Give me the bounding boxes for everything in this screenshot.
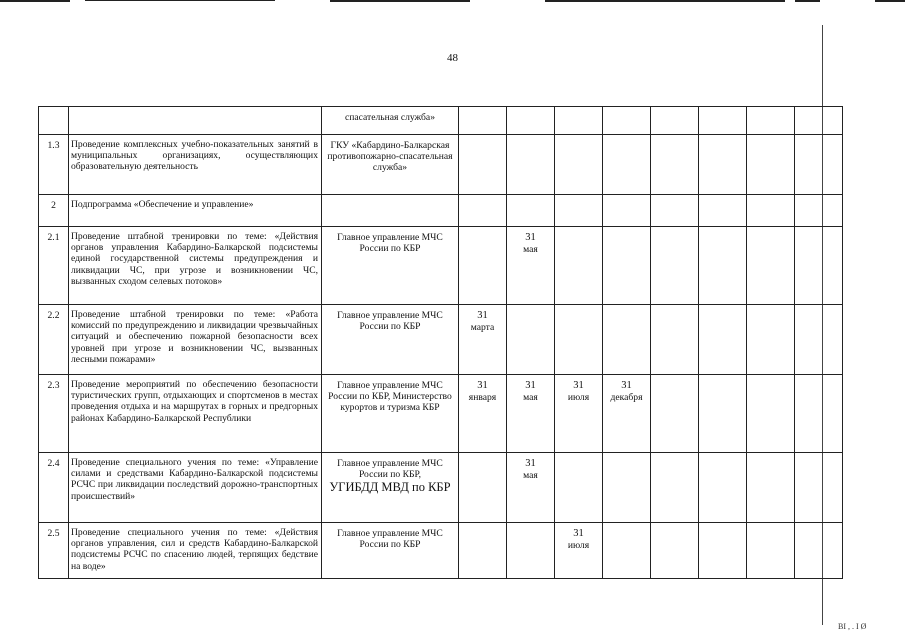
date-cell bbox=[747, 227, 795, 305]
scan-mark: ВI , . I Ø bbox=[838, 622, 867, 631]
date-cell bbox=[699, 135, 747, 195]
date-cell bbox=[651, 227, 699, 305]
date-cell bbox=[747, 135, 795, 195]
table-row bbox=[39, 135, 843, 195]
executor-text: Главное управление МЧС России по КБР, bbox=[337, 458, 443, 481]
executor-text: ГКУ «Кабардино-Балкарская противопожарно-спасательная служба» bbox=[327, 140, 453, 174]
date-cell bbox=[603, 227, 651, 305]
date-day: 31 bbox=[525, 232, 536, 243]
date-cell bbox=[795, 135, 843, 195]
date-cell bbox=[603, 453, 651, 523]
row-number: 2.5 bbox=[39, 523, 69, 579]
date-cell bbox=[507, 107, 555, 135]
executor-extra-text: УГИБДД МВД по КБР bbox=[329, 480, 451, 495]
date-cell bbox=[747, 195, 795, 227]
date-cell bbox=[459, 107, 507, 135]
executor-text: Главное управление МЧС России по КБР bbox=[337, 310, 443, 333]
activity-cell: Проведение штабной тренировки по теме: «Работа комиссий по предупреждению и ликвидации чрезвычайных ситуаций и обеспечению пожарной безопасности всех уровней при угрозе и возникновении ЧС, вызванных лесными пожарами» bbox=[69, 305, 322, 375]
date-cell bbox=[651, 453, 699, 523]
date-cell bbox=[555, 453, 603, 523]
scan-artifact-line bbox=[875, 0, 905, 2]
row-number: 2 bbox=[39, 195, 69, 227]
date-cell bbox=[699, 375, 747, 453]
date-cell bbox=[747, 107, 795, 135]
activity-cell: Проведение специального учения по теме: «Управление силами и средствами Кабардино-Балкарской подсистемы РСЧС при ликвидации последствий дорожно-транспортных происшествий» bbox=[69, 453, 322, 523]
date-cell bbox=[459, 227, 507, 305]
table-row bbox=[39, 107, 843, 135]
date-cell bbox=[651, 195, 699, 227]
date-cell bbox=[747, 453, 795, 523]
executor-text: Главное управление МЧС России по КБР, Министерство курортов и туризма КБР bbox=[328, 380, 452, 414]
executor-cell bbox=[322, 107, 459, 135]
date-cell bbox=[699, 195, 747, 227]
date-cell bbox=[651, 305, 699, 375]
executor-text: Главное управление МЧС России по КБР bbox=[337, 528, 443, 551]
date-cell bbox=[507, 375, 555, 453]
date-cell bbox=[795, 195, 843, 227]
date-cell bbox=[459, 453, 507, 523]
activity-cell: Проведение штабной тренировки по теме: «Действия органов управления Кабардино-Балкарской подсистемы единой государственной системы предупреждения и ликвидации ЧС, при угрозе и возникновении ЧС, вызванных сходом селевых потоков» bbox=[69, 227, 322, 305]
executor-cell bbox=[322, 195, 459, 227]
date-cell bbox=[603, 107, 651, 135]
date-cell bbox=[603, 135, 651, 195]
date-cell bbox=[459, 135, 507, 195]
date-cell bbox=[507, 523, 555, 579]
date-cell bbox=[699, 523, 747, 579]
date-month: мая bbox=[523, 392, 538, 403]
date-cell bbox=[555, 195, 603, 227]
date-cell bbox=[459, 195, 507, 227]
date-cell bbox=[603, 523, 651, 579]
activity-cell: Проведение специального учения по теме: «Действия органов управления, сил и средств Кабардино-Балкарской подсистемы РСЧС по спасению людей, терпящих бедствие на воде» bbox=[69, 523, 322, 579]
executor-cell bbox=[322, 135, 459, 195]
date-cell bbox=[795, 523, 843, 579]
date-day: 31 bbox=[477, 380, 488, 391]
date-cell bbox=[555, 375, 603, 453]
table-row bbox=[39, 375, 843, 453]
date-cell bbox=[507, 227, 555, 305]
activity-cell bbox=[69, 107, 322, 135]
executor-text: Главное управление МЧС России по КБР bbox=[337, 232, 443, 255]
table-row bbox=[39, 227, 843, 305]
date-cell bbox=[507, 135, 555, 195]
date-cell bbox=[603, 375, 651, 453]
row-number: 2.4 bbox=[39, 453, 69, 523]
row-number: 2.1 bbox=[39, 227, 69, 305]
date-cell bbox=[459, 305, 507, 375]
activity-cell: Проведение комплексных учебно-показательных занятий в муниципальных организациях, осуществляющих образовательную деятельность bbox=[69, 135, 322, 195]
date-cell bbox=[603, 195, 651, 227]
date-cell bbox=[699, 107, 747, 135]
date-day: 31 bbox=[573, 528, 584, 539]
row-number bbox=[39, 107, 69, 135]
executor-cell bbox=[322, 227, 459, 305]
date-cell bbox=[651, 523, 699, 579]
date-month: июля bbox=[567, 392, 590, 403]
date-month: мая bbox=[523, 244, 538, 255]
date-cell bbox=[459, 523, 507, 579]
table-row bbox=[39, 453, 843, 523]
date-cell bbox=[555, 135, 603, 195]
date-cell bbox=[795, 305, 843, 375]
scan-artifact-line bbox=[795, 0, 820, 2]
table-row bbox=[39, 195, 843, 227]
table-row bbox=[39, 523, 843, 579]
date-cell bbox=[651, 375, 699, 453]
date-cell bbox=[555, 523, 603, 579]
executor-cell bbox=[322, 523, 459, 579]
date-cell bbox=[507, 453, 555, 523]
date-month: января bbox=[468, 392, 497, 403]
date-cell bbox=[651, 107, 699, 135]
executor-cell bbox=[322, 453, 459, 523]
plan-table bbox=[38, 106, 843, 579]
date-day: 31 bbox=[525, 380, 536, 391]
row-number: 2.2 bbox=[39, 305, 69, 375]
date-month: мая bbox=[523, 470, 538, 481]
date-month: декабря bbox=[610, 392, 643, 403]
row-number: 1.3 bbox=[39, 135, 69, 195]
executor-cell bbox=[322, 375, 459, 453]
date-cell bbox=[459, 375, 507, 453]
executor-cell bbox=[322, 305, 459, 375]
date-cell bbox=[555, 227, 603, 305]
date-cell bbox=[699, 305, 747, 375]
date-cell bbox=[747, 375, 795, 453]
date-cell bbox=[747, 305, 795, 375]
scan-artifact-line bbox=[85, 0, 275, 1]
date-cell bbox=[795, 453, 843, 523]
date-cell bbox=[795, 107, 843, 135]
date-cell bbox=[795, 227, 843, 305]
date-cell bbox=[795, 375, 843, 453]
activity-cell: Подпрограмма «Обеспечение и управление» bbox=[69, 195, 322, 227]
date-day: 31 bbox=[525, 458, 536, 469]
date-cell bbox=[555, 107, 603, 135]
date-month: марта bbox=[470, 322, 495, 333]
date-month: июля bbox=[567, 540, 590, 551]
date-day: 31 bbox=[573, 380, 584, 391]
scan-artifact-line bbox=[0, 0, 70, 2]
activity-cell: Проведение мероприятий по обеспечению безопасности туристических групп, отдыхающих и спортсменов в местах проведения отдыха и на маршрутах в горных и предгорных районах Кабардино-Балкарской Республики bbox=[69, 375, 322, 453]
date-day: 31 bbox=[477, 310, 488, 321]
date-cell bbox=[555, 305, 603, 375]
table-row bbox=[39, 305, 843, 375]
page-number: 48 bbox=[447, 52, 458, 64]
date-cell bbox=[699, 453, 747, 523]
row-number: 2.3 bbox=[39, 375, 69, 453]
scan-artifact-line bbox=[330, 0, 470, 2]
date-cell bbox=[507, 195, 555, 227]
executor-text: спасательная служба» bbox=[344, 112, 435, 123]
date-cell bbox=[699, 227, 747, 305]
date-cell bbox=[507, 305, 555, 375]
scan-artifact-line bbox=[545, 0, 785, 2]
date-cell bbox=[603, 305, 651, 375]
date-day: 31 bbox=[621, 380, 632, 391]
date-cell bbox=[747, 523, 795, 579]
date-cell bbox=[651, 135, 699, 195]
